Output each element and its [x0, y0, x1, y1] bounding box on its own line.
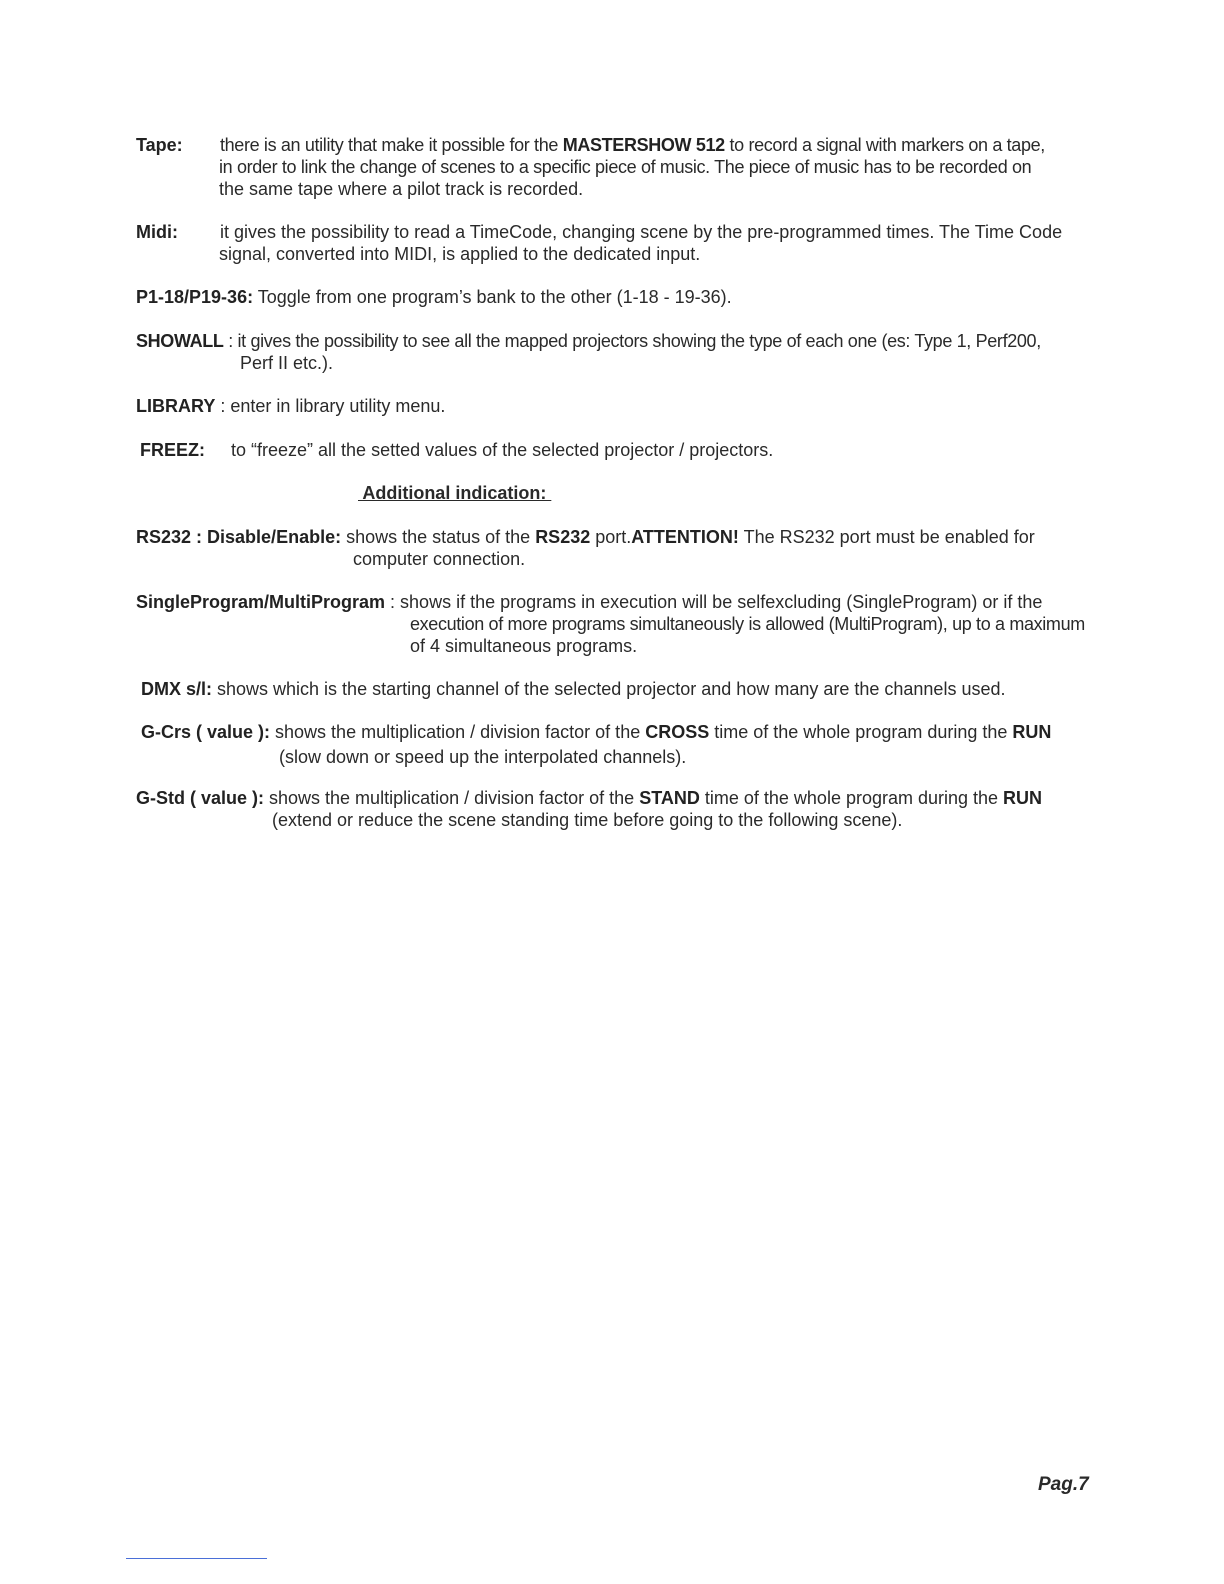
gcrs-term: G-Crs ( value ): — [141, 722, 271, 742]
bank-toggle-text: Toggle from one program’s bank to the other (1-18 - 19-36). — [253, 287, 732, 307]
midi-line-1: it gives the possibility to read a TimeCode, changing scene by the pre-programmed times. The Time Code — [220, 222, 1063, 242]
dmx-text: shows which is the starting channel of the selected projector and how many are the channels used. — [212, 679, 1006, 699]
gstd-term: G-Std ( value ): — [136, 788, 265, 808]
freez-text: to “freeze” all the setted values of the selected projector / projectors. — [231, 440, 774, 460]
midi-entry — [136, 221, 1062, 265]
program-mode-entry — [136, 591, 1085, 657]
showall-term: SHOWALL — [136, 331, 224, 351]
showall-line-1: : it gives the possibility to see all the mapped projectors showing the type of each one (es: Type 1, Perf200, — [223, 331, 1041, 351]
dmx-term: DMX s/l: — [141, 679, 213, 699]
attention-label: ATTENTION! — [631, 527, 739, 547]
additional-indication-heading: Additional indication: — [358, 483, 552, 503]
tape-line-3: the same tape where a pilot track is recorded. — [219, 179, 584, 199]
bank-toggle-term: P1-18/P19-36: — [136, 287, 254, 307]
gcrs-line-2: (slow down or speed up the interpolated channels). — [279, 747, 687, 767]
footnote-rule — [126, 1558, 267, 1559]
program-mode-line-2: execution of more programs simultaneously is allowed (MultiProgram), up to a maximum — [410, 614, 1085, 634]
rs232-term: RS232 : Disable/Enable: — [136, 527, 342, 547]
program-mode-term: SingleProgram/MultiProgram — [136, 592, 386, 612]
program-mode-line-3: of 4 simultaneous programs. — [410, 636, 638, 656]
library-term: LIBRARY — [136, 396, 216, 416]
freez-term: FREEZ: — [140, 440, 205, 460]
rs232-entry: RS232 : Disable/Enable: shows the status of the RS232 port.ATTENTION! The RS232 port must be enabled for computer connection. — [136, 527, 1035, 569]
library-text: : enter in library utility menu. — [215, 396, 446, 416]
gcrs-entry: G-Crs ( value ): shows the multiplication / division factor of the CROSS time of the whole program during the RUN (slow down or speed up the interpolated channels). — [141, 722, 1052, 767]
bank-toggle-entry — [136, 286, 732, 308]
midi-term: Midi: — [136, 222, 178, 242]
product-name: MASTERSHOW 512 — [562, 135, 725, 155]
library-entry — [136, 395, 445, 417]
midi-line-2: signal, converted into MIDI, is applied to the dedicated input. — [219, 244, 701, 264]
tape-term: Tape: — [136, 135, 183, 155]
freez-entry — [140, 439, 773, 461]
gstd-line-2: (extend or reduce the scene standing time before going to the following scene). — [272, 810, 903, 830]
tape-line-2: in order to link the change of scenes to a specific piece of music. The piece of music has to be recorded on — [219, 157, 1032, 177]
tape-line-1: there is an utility that make it possible for the MASTERSHOW 512 to record a signal with markers on a tape, — [220, 135, 1045, 155]
page-number: Pag.7 — [1038, 1474, 1089, 1495]
dmx-entry — [141, 678, 1005, 700]
rs232-line-2: computer connection. — [353, 549, 526, 569]
tape-entry — [136, 134, 1045, 200]
gstd-entry: G-Std ( value ): shows the multiplication / division factor of the STAND time of the whole program during the RUN (extend or reduce the scene standing time before going to the following scene). — [136, 788, 1043, 830]
program-mode-line-1: : shows if the programs in execution will be selfexcluding (SingleProgram) or if the — [385, 592, 1043, 612]
showall-entry — [136, 330, 1041, 374]
showall-line-2: Perf II etc.). — [240, 353, 334, 373]
